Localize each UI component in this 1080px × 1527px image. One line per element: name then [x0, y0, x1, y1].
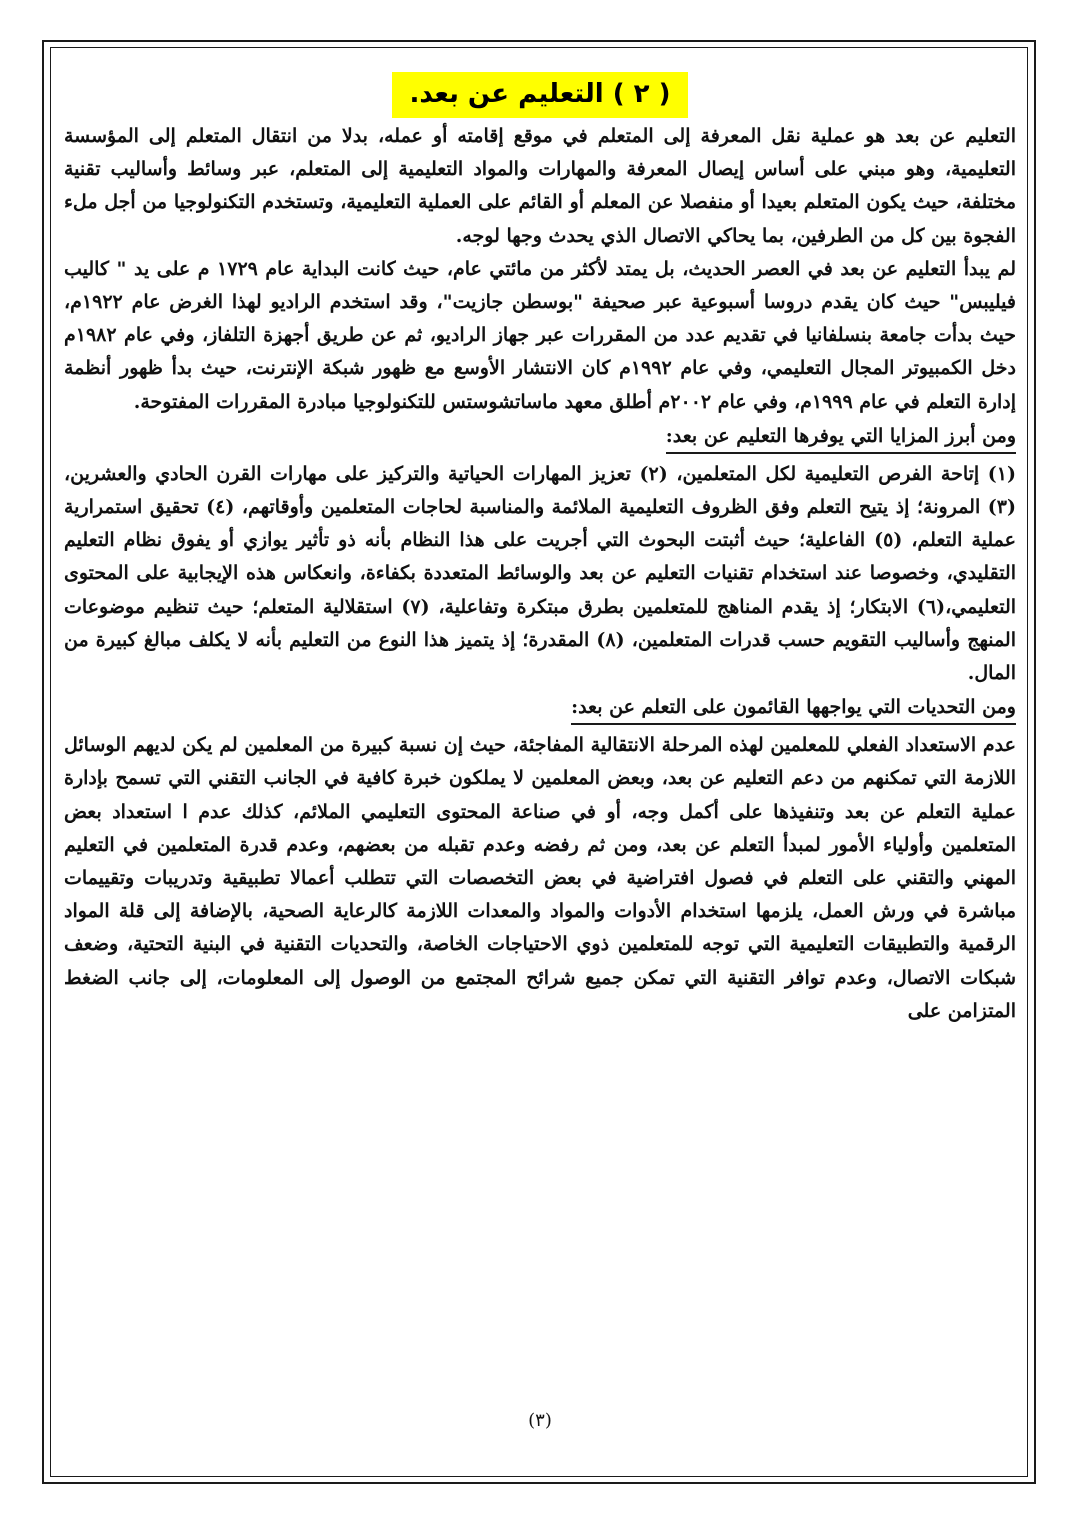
document-body	[64, 62, 1016, 1028]
advantages-heading-row	[64, 419, 1016, 458]
page-number: (٣)	[528, 1410, 552, 1431]
advantages-heading: ومن أبرز المزايا التي يوفرها التعليم عن بعد:	[666, 421, 1016, 454]
challenges-heading-row	[64, 690, 1016, 729]
history-paragraph: لم يبدأ التعليم عن بعد في العصر الحديث، بل يمتد لأكثر من مائتي عام، حيث كانت البداية عام ١٧٢٩ م على يد " كاليب فيليبس" حيث كان يقدم دروسا أسبوعية عبر صحيفة "بوسطن جازيت"، وقد استخدم الراديو لهذا الغرض عام ١٩٢٢م، حيث بدأت جامعة بنسلفانيا في تقديم عدد من المقررات عبر جهاز الراديو، ثم عن طريق أجهزة التلفاز، وفي عام ١٩٨٢م دخل الكمبيوتر المجال التعليمي، وفي عام ١٩٩٢م كان الانتشار الأوسع مع ظهور شبكة الإنترنت، حيث بدأ ظهور أنظمة إدارة التعلم في عام ١٩٩٩م، وفي عام ٢٠٠٢م أطلق معهد ماساتشوستس للتكنولوجيا مبادرة المقررات المفتوحة.	[64, 257, 1016, 413]
challenges-heading: ومن التحديات التي يواجهها القائمون على التعلم عن بعد:	[571, 692, 1016, 725]
page-title: ( ٢ ) التعليم عن بعد.	[392, 72, 689, 118]
title-block	[64, 62, 1016, 116]
challenges-paragraph: عدم الاستعداد الفعلي للمعلمين لهذه المرحلة الانتقالية المفاجئة، حيث إن نسبة كبيرة من المعلمين لم يكن لديهم الوسائل اللازمة التي تمكنهم من دعم التعليم عن بعد، وبعض المعلمين لا يملكون خبرة كافية في الجانب التقني التي تسمح بإدارة عملية التعلم عن بعد وتنفيذها على أكمل وجه، أو في صناعة المحتوى التعليمي الملائم، كذلك عدم ا استعداد بعض المتعلمين وأولياء الأمور لمبدأ التعلم عن بعد، ومن ثم رفضه وعدم تقبله من بعضهم، وعدم قدرة المتعلمين في التعليم المهني والتقني على التعلم في فصول افتراضية في بعض التخصصات التي تتطلب أعمالا تطبيقية وتدريبات وتقييمات مباشرة في ورش العمل، يلزمها استخدام الأدوات والمواد والمعدات اللازمة كالرعاية الصحية، بالإضافة إلى قلة المواد الرقمية والتطبيقات التعليمية التي توجه للمتعلمين ذوي الاحتياجات الخاصة، والتحديات التقنية في البنية التحتية، وضعف شبكات الاتصال، وعدم توافر التقنية التي تمكن جميع شرائح المجتمع من الوصول إلى المعلومات، إلى جانب الضغط المتزامن على	[64, 734, 1016, 1022]
intro-paragraph: التعليم عن بعد هو عملية نقل المعرفة إلى المتعلم في موقع إقامته أو عمله، بدلا من انتقال المتعلم إلى المؤسسة التعليمية، وهو مبني على أساس إيصال المعرفة والمهارات والمواد التعليمية إلى المتعلم، عبر وسائط وأساليب تقنية مختلفة، حيث يكون المتعلم بعيدا أو منفصلا عن المعلم أو القائم على العملية التعليمية، وتستخدم التكنولوجيا من أجل ملء الفجوة بين كل من الطرفين، بما يحاكي الاتصال الذي يحدث وجها لوجه.	[64, 125, 1017, 247]
advantages-paragraph: (١) إتاحة الفرص التعليمية لكل المتعلمين، (٢) تعزيز المهارات الحياتية والتركيز على مهارات القرن الحادي والعشرين، (٣) المرونة؛ إذ يتيح التعلم وفق الظروف التعليمية الملائمة والمناسبة لحاجات المتعلمين وأوقاتهم، (٤) تحقيق استمرارية عملية التعلم، (٥) الفاعلية؛ حيث أثبتت البحوث التي أجريت على هذا النظام بأنه ذو تأثير يوازي أو يفوق نظام التعليم التقليدي، وخصوصا عند استخدام تقنيات التعليم عن بعد والوسائط المتعددة بكفاءة، وانعكاس هذه الإيجابية على المحتوى التعليمي،(٦) الابتكار؛ إذ يقدم المناهج للمتعلمين بطرق مبتكرة وتفاعلية، (٧) استقلالية المتعلم؛ حيث تنظيم موضوعات المنهج وأساليب التقويم حسب قدرات المتعلمين، (٨) المقدرة؛ إذ يتميز هذا النوع من التعليم بأنه لا يكلف مبالغ كبيرة من المال.	[64, 462, 1017, 685]
